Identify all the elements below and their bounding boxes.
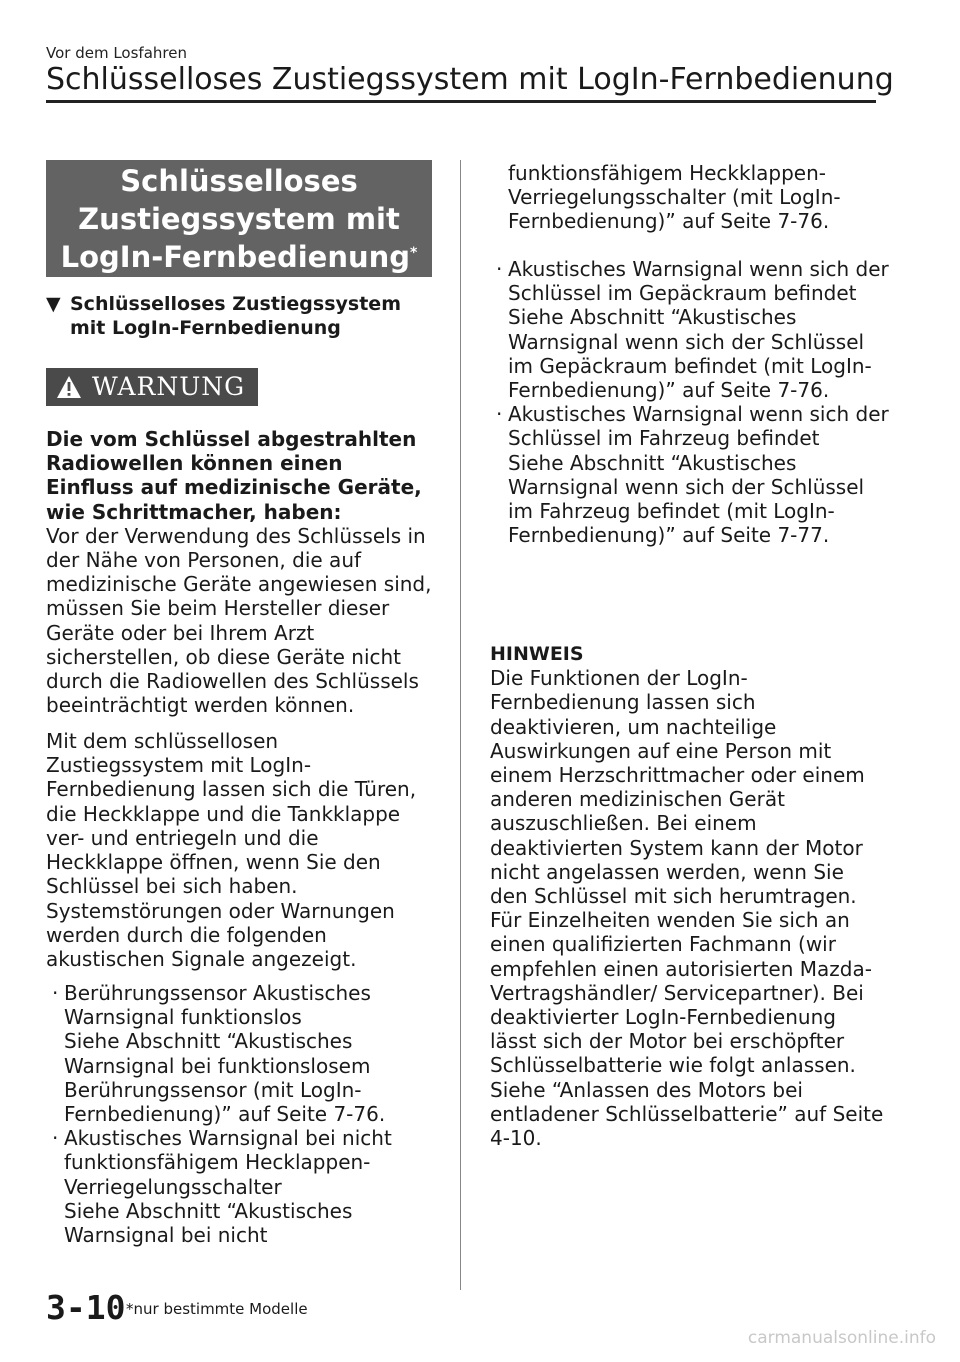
title-line-1: Schlüsselloses [120,164,358,198]
title-line-2: Zustiegssystem mit [78,202,400,236]
warning-bold-text: Die vom Schlüssel abgestrahlten Radiowellen können einen Einfluss auf medizinische Geräte, wie Schrittmacher, haben: [46,427,422,524]
section-label: Vor dem Losfahren [46,44,187,62]
warning-body: Vor der Verwendung des Schlüssels in der Nähe von Personen, die auf medizinische Geräte angewiesen sind, müssen Sie beim Hersteller dieser Geräte oder bei Ihrem Arzt sicherstellen, ob diese Geräte nicht durch die Radiowellen des Schlüssels beeinträchtigt werden können. [46,523,432,718]
header-divider [46,100,876,103]
warning-triangle-icon [56,375,82,399]
warning-text [46,427,436,717]
signals-paragraph: Systemstörungen oder Warnungen werden durch die folgenden akustischen Signale angezeigt. [46,899,395,972]
bullet-list-right [490,257,890,547]
warning-label: WARNUNG [92,372,246,401]
list-item: · Berührungssensor Akustisches Warnsignal funktionslos Siehe Abschnitt “Akustisches Warnsignal bei funktionslosem Berührungssensor (mit LogIn-Fernbedienung)” auf Seite 7-76. [52,981,386,1127]
footnote: *nur bestimmte Modelle [126,1300,308,1318]
watermark: carmanualsonline.info [747,1328,936,1348]
section-title-box [46,160,432,277]
triangle-down-icon: ▼ [46,293,61,315]
warning-label-box [46,368,258,406]
column-divider [460,160,461,1290]
note-block [490,642,885,1150]
continued-text: funktionsfähigem Heckklappen-Verriegelungsschalter (mit LogIn-Fernbedienung)” auf Seite 7-76. [508,161,841,234]
list-item: · Akustisches Warnsignal bei nicht funktionsfähigem Hecklappen-Verriegelungsschalter Siehe Abschnitt “Akustisches Warnsignal bei nicht [52,1126,392,1248]
asterisk-mark: * [410,245,418,261]
intro-paragraph: Mit dem schlüssellosen Zustiegssystem mit LogIn-Fernbedienung lassen sich die Türen, die Heckklappe und die Tankklappe ver- und entriegeln und die Heckklappe öffnen, wenn Sie den Schlüssel bei sich haben. [46,729,417,899]
list-item: · Akustisches Warnsignal wenn sich der Schlüssel im Gepäckraum befindet Siehe Abschnitt “Akustisches Warnsignal wenn sich der Schlüssel im Gepäckraum befindet (mit LogIn-Fernbedienung)” auf Seite 7-76. [496,257,889,403]
subheading [46,292,436,340]
bullet-list-left [46,981,436,1247]
title-line-3: LogIn-Fernbedienung* [60,240,418,274]
note-label: HINWEIS [490,643,584,665]
subheading-text: Schlüsselloses Zustiegssystem mit LogIn-Fernbedienung [70,293,401,339]
page-title: Schlüsselloses Zustiegssystem mit LogIn-Fernbedienung [46,62,894,97]
page-number: 3-10 [46,1288,126,1327]
list-item: · Akustisches Warnsignal wenn sich der Schlüssel im Fahrzeug befindet Siehe Abschnitt “Akustisches Warnsignal wenn sich der Schlüssel im Fahrzeug befindet (mit LogIn-Fernbedienung)” auf Seite 7-77. [496,402,889,548]
note-body: Die Funktionen der LogIn-Fernbedienung lassen sich deaktivieren, um nachteilige Auswirkungen auf eine Person mit einem Herzschrittmacher oder einem anderen medizinischen Gerät auszuschließen. Bei einem deaktivierten System kann der Motor nicht angelassen werden, wenn Sie den Schlüssel mit sich herumtragen. Für Einzelheiten wenden Sie sich an einen qualifizierten Fachmann (wir empfehlen einen autorisierten Mazda-Vertragshändler/ Servicepartner). Bei deaktivierter LogIn-Fernbedienung lässt sich der Motor bei erschöpfter Schlüsselbatterie wie folgt anlassen. Siehe “Anlassen des Motors bei entladener Schlüsselbatterie” auf Seite 4-10. [490,666,884,1151]
